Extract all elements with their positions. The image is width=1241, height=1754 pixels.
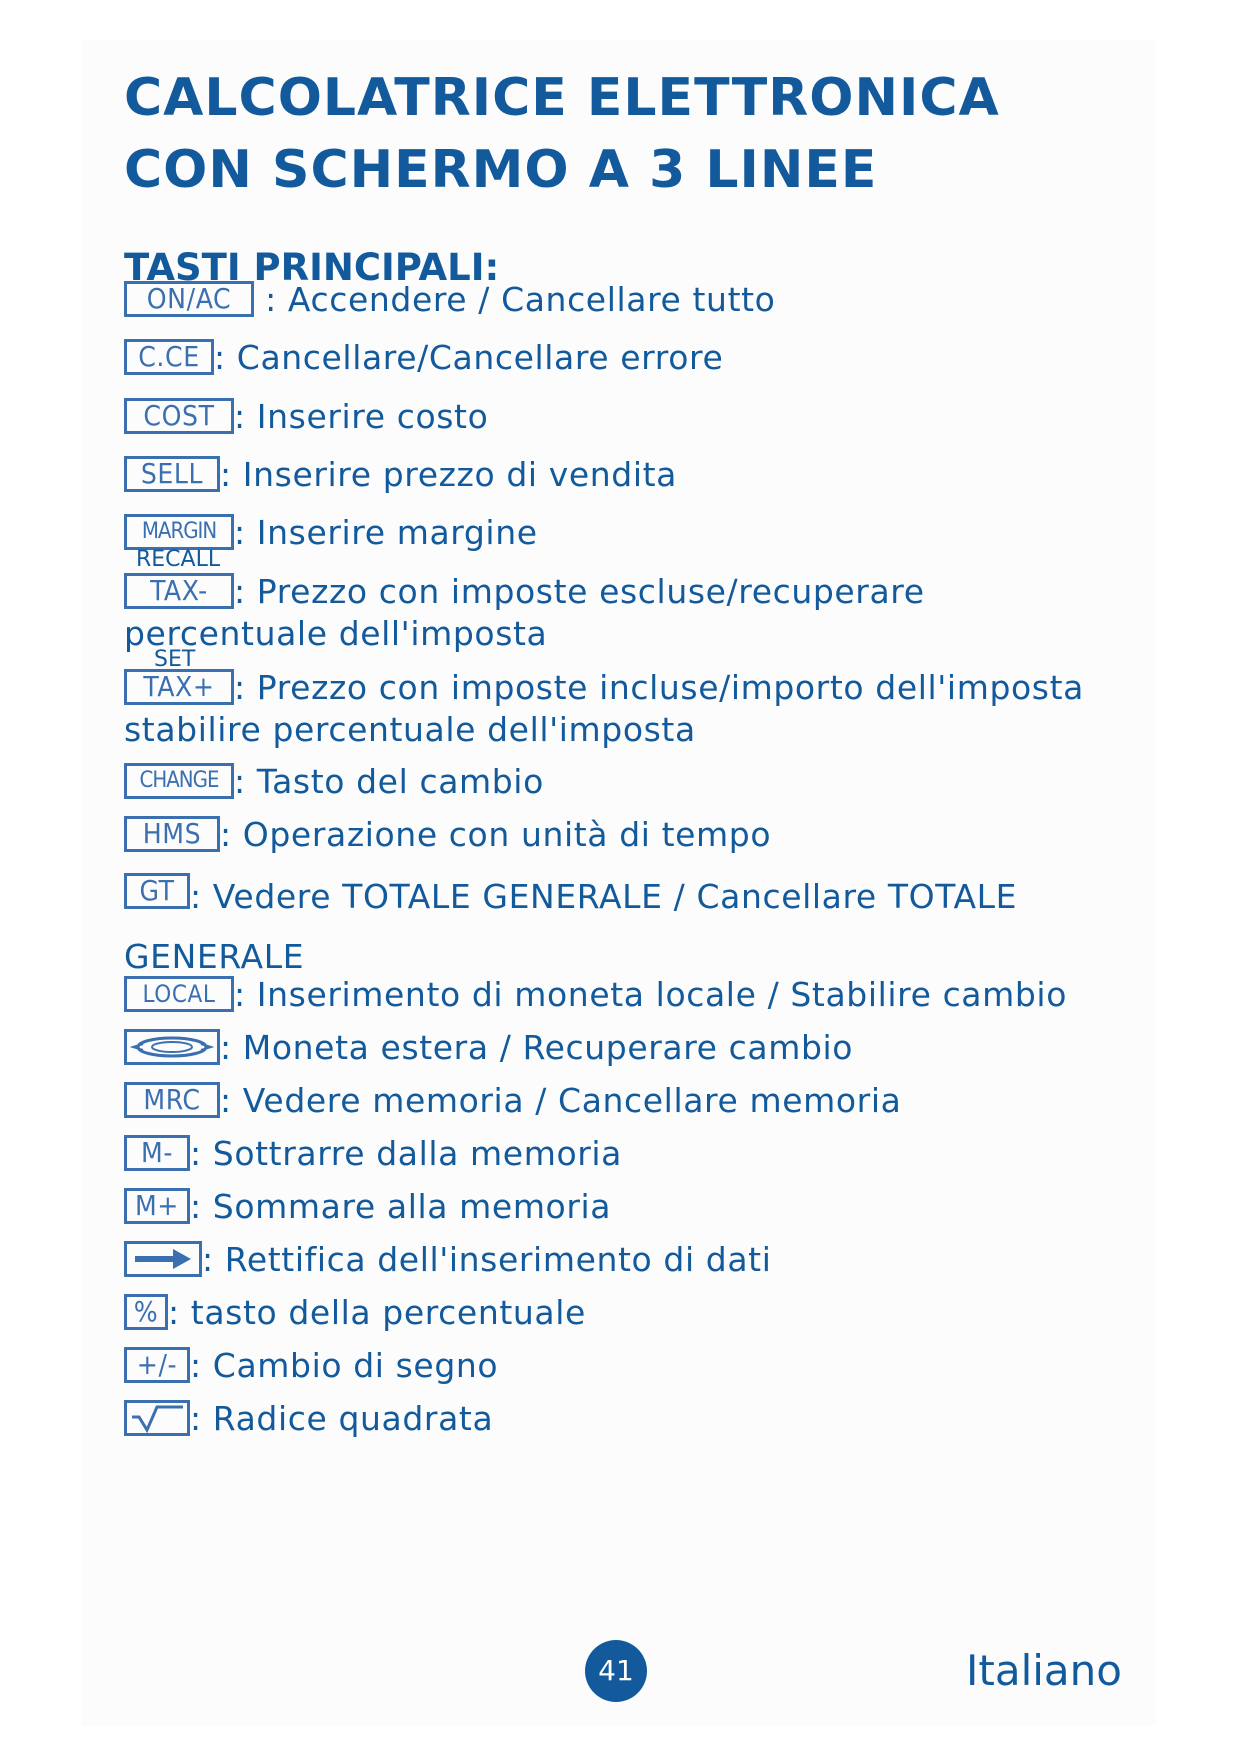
section-heading: TASTI PRINCIPALI: xyxy=(124,246,500,289)
arrow-right-icon xyxy=(129,1244,197,1274)
key-desc: : Accendere / Cancellare tutto xyxy=(254,280,776,319)
key-on-ac: ON/AC xyxy=(124,281,254,317)
key-desc: : Rettifica dell'inserimento di dati xyxy=(202,1240,772,1279)
language-label: Italiano xyxy=(966,1646,1122,1695)
foreign-currency-icon xyxy=(129,1032,215,1062)
key-foreign-currency xyxy=(124,1029,220,1065)
page-number-badge: 41 xyxy=(585,1640,647,1702)
key-tax-minus: TAX- xyxy=(124,573,234,609)
key-sign-change: +/- xyxy=(124,1347,190,1383)
key-row-foreign-currency xyxy=(124,1027,1124,1069)
key-desc: : Moneta estera / Recuperare cambio xyxy=(220,1028,854,1067)
key-desc: : Prezzo con imposte incluse/importo dell'imposta stabilire percentuale dell'imposta xyxy=(124,668,1084,749)
key-row-tax-plus xyxy=(124,667,1124,751)
key-row-percent xyxy=(124,1292,1124,1334)
key-desc: : Vedere TOTALE GENERALE / Cancellare TOTALE GENERALE xyxy=(124,877,1018,976)
key-row-hms xyxy=(124,814,1124,856)
key-row-change xyxy=(124,761,1124,803)
key-arrow xyxy=(124,1241,202,1277)
key-row-on-ac xyxy=(124,279,1124,321)
key-margin: MARGIN xyxy=(124,514,234,550)
key-row-tax-minus xyxy=(124,571,1124,655)
key-row-square-root xyxy=(124,1398,1124,1440)
key-percent: % xyxy=(124,1294,168,1330)
key-row-arrow xyxy=(124,1239,1124,1281)
key-row-c-ce xyxy=(124,337,1124,379)
key-square-root xyxy=(124,1400,190,1436)
key-c-ce: C.CE xyxy=(124,339,214,375)
key-row-local xyxy=(124,974,1124,1016)
key-secondary-label-recall: RECALL xyxy=(136,547,221,572)
key-desc: : Prezzo con imposte escluse/recuperare percentuale dell'imposta xyxy=(124,572,925,653)
key-desc: : Inserire prezzo di vendita xyxy=(220,455,677,494)
key-tax-plus: TAX+ xyxy=(124,669,234,705)
square-root-icon xyxy=(129,1403,185,1433)
key-row-cost xyxy=(124,396,1124,438)
key-local: LOCAL xyxy=(124,976,234,1012)
key-desc: : Sottrarre dalla memoria xyxy=(190,1134,622,1173)
key-change: CHANGE xyxy=(124,763,234,799)
key-desc: : Radice quadrata xyxy=(190,1399,494,1438)
key-secondary-label-set: SET xyxy=(154,647,196,672)
key-desc: : Inserire costo xyxy=(234,397,489,436)
key-row-mrc xyxy=(124,1080,1124,1122)
key-row-m-plus xyxy=(124,1186,1124,1228)
title-line-2: CON SCHERMO A 3 LINEE xyxy=(124,140,878,200)
key-desc: : Operazione con unità di tempo xyxy=(220,815,772,854)
key-desc: : tasto della percentuale xyxy=(168,1293,586,1332)
key-m-plus: M+ xyxy=(124,1188,190,1224)
key-row-sign-change xyxy=(124,1345,1124,1387)
key-desc: : Tasto del cambio xyxy=(234,762,544,801)
key-row-gt xyxy=(124,867,1124,987)
key-desc: : Vedere memoria / Cancellare memoria xyxy=(220,1081,902,1120)
key-row-margin xyxy=(124,512,1124,554)
key-row-sell xyxy=(124,454,1124,496)
key-row-m-minus xyxy=(124,1133,1124,1175)
title-line-1: CALCOLATRICE ELETTRONICA xyxy=(124,68,1000,128)
key-hms: HMS xyxy=(124,816,220,852)
key-m-minus: M- xyxy=(124,1135,190,1171)
key-desc: : Inserire margine xyxy=(234,513,538,552)
key-mrc: MRC xyxy=(124,1082,220,1118)
page-title xyxy=(124,62,1000,206)
key-desc: : Cambio di segno xyxy=(190,1346,499,1385)
key-desc: : Inserimento di moneta locale / Stabilire cambio xyxy=(234,975,1067,1014)
key-desc: : Cancellare/Cancellare errore xyxy=(214,338,724,377)
key-cost: COST xyxy=(124,398,234,434)
key-desc: : Sommare alla memoria xyxy=(190,1187,612,1226)
key-sell: SELL xyxy=(124,456,220,492)
key-gt: GT xyxy=(124,873,190,909)
